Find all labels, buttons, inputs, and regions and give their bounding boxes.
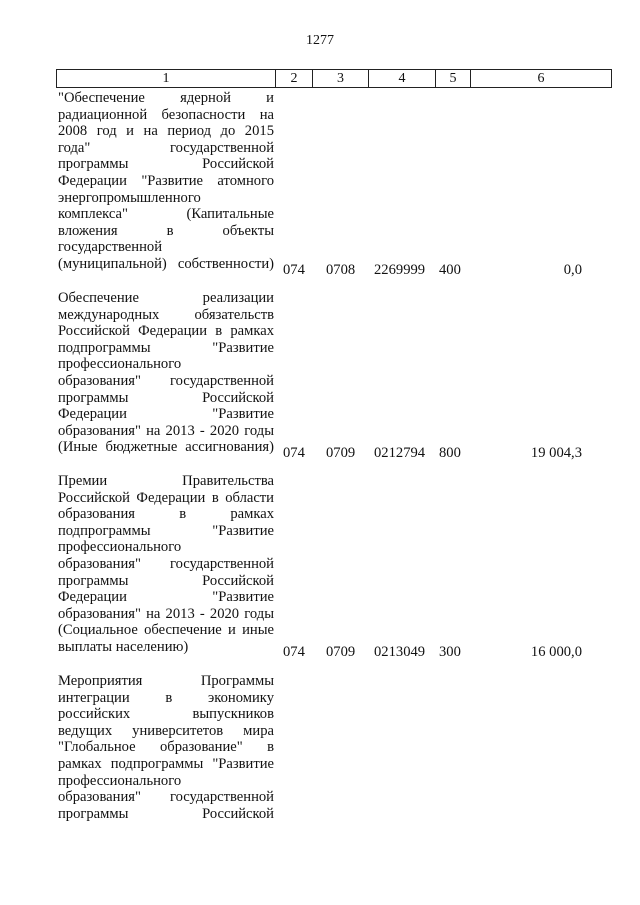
- column-header-5: 5: [436, 70, 471, 88]
- row-3-line: выплаты населению): [58, 638, 189, 655]
- row-1-line: программы Российской: [58, 156, 274, 173]
- row-2-line: программы Российской: [58, 389, 274, 406]
- row-3-line: (Социальное обеспечение и иные: [58, 622, 274, 639]
- row-1-description: [58, 90, 274, 273]
- row-3-line: подпрограммы "Развитие: [58, 522, 274, 539]
- row-2-line: профессионального: [58, 356, 182, 373]
- row-4-description: [58, 673, 274, 822]
- row-2-line: образования" на 2013 - 2020 годы: [58, 422, 274, 439]
- page-number: 1277: [306, 33, 334, 48]
- row-1-line: государственной: [58, 239, 163, 256]
- row-1-line: вложения в объекты: [58, 222, 274, 239]
- row-1-line: комплекса" (Капитальные: [58, 206, 274, 223]
- row-1-col-6: 0,0: [563, 262, 582, 278]
- row-3-col-5: 300: [439, 644, 461, 660]
- row-1-col-2: 074: [283, 262, 305, 278]
- row-1-line: (муниципальной) собственности): [58, 255, 274, 272]
- row-4-line: Мероприятия Программы: [58, 673, 274, 689]
- row-3-col-2: 074: [283, 644, 305, 660]
- row-3-line: Российской Федерации в области: [58, 489, 274, 506]
- column-header-3: 3: [313, 70, 369, 88]
- row-2-description: [58, 290, 274, 456]
- column-header-4: 4: [369, 70, 436, 88]
- row-2-col-2: 074: [283, 445, 305, 461]
- row-4-line: образования" государственной: [58, 789, 274, 806]
- row-4-line: программы Российской: [58, 805, 274, 822]
- column-header-2: 2: [276, 70, 313, 88]
- row-2-line: подпрограммы "Развитие: [58, 339, 274, 356]
- row-1-line: энергопромышленного: [58, 189, 201, 206]
- row-2-line: Российской Федерации в рамках: [58, 323, 274, 340]
- row-4-line: профессионального: [58, 772, 182, 789]
- row-4-line: ведущих университетов мира: [58, 722, 274, 739]
- row-1-line: Федерации "Развитие атомного: [58, 172, 274, 189]
- row-1-col-5: 400: [439, 262, 461, 278]
- row-4-line: российских выпускников: [58, 706, 274, 723]
- row-2-col-4: 0212794: [374, 445, 426, 461]
- row-2-col-3: 0709: [326, 445, 356, 461]
- row-2-col-6: 19 004,3: [530, 445, 582, 461]
- row-3-line: программы Российской: [58, 572, 274, 589]
- row-3-line: образования в рамках: [58, 506, 274, 523]
- column-header-1: 1: [57, 70, 276, 88]
- row-3-col-6: 16 000,0: [530, 644, 582, 660]
- row-4-line: рамках подпрограммы "Развитие: [58, 755, 274, 772]
- row-4-line: "Глобальное образование" в: [58, 739, 274, 756]
- row-3-line: Премии Правительства: [58, 473, 274, 489]
- row-3-line: образования" государственной: [58, 555, 274, 572]
- row-1-line: года" государственной: [58, 139, 274, 156]
- row-3-description: [58, 473, 274, 656]
- row-2-line: международных обязательств: [58, 306, 274, 323]
- row-3-line: Федерации "Развитие: [58, 589, 274, 606]
- column-header-6: 6: [471, 70, 612, 88]
- row-1-col-3: 0708: [326, 262, 356, 278]
- row-2-line: образования" государственной: [58, 372, 274, 389]
- row-3-line: образования" на 2013 - 2020 годы: [58, 605, 274, 622]
- row-3-line: профессионального: [58, 539, 182, 556]
- row-1-line: радиационной безопасности на: [58, 106, 274, 123]
- column-header-row: [56, 69, 612, 88]
- row-2-line: Федерации "Развитие: [58, 406, 274, 423]
- row-1-col-4: 2269999: [374, 262, 426, 278]
- row-2-line: Обеспечение реализации: [58, 290, 274, 306]
- row-2-line: (Иные бюджетные ассигнования): [58, 439, 274, 456]
- row-1-line: 2008 год и на период до 2015: [58, 123, 274, 140]
- row-3-col-3: 0709: [326, 644, 356, 660]
- row-1-line: "Обеспечение ядерной и: [58, 90, 274, 106]
- row-3-col-4: 0213049: [374, 644, 426, 660]
- row-2-col-5: 800: [439, 445, 461, 461]
- row-4-line: интеграции в экономику: [58, 689, 274, 706]
